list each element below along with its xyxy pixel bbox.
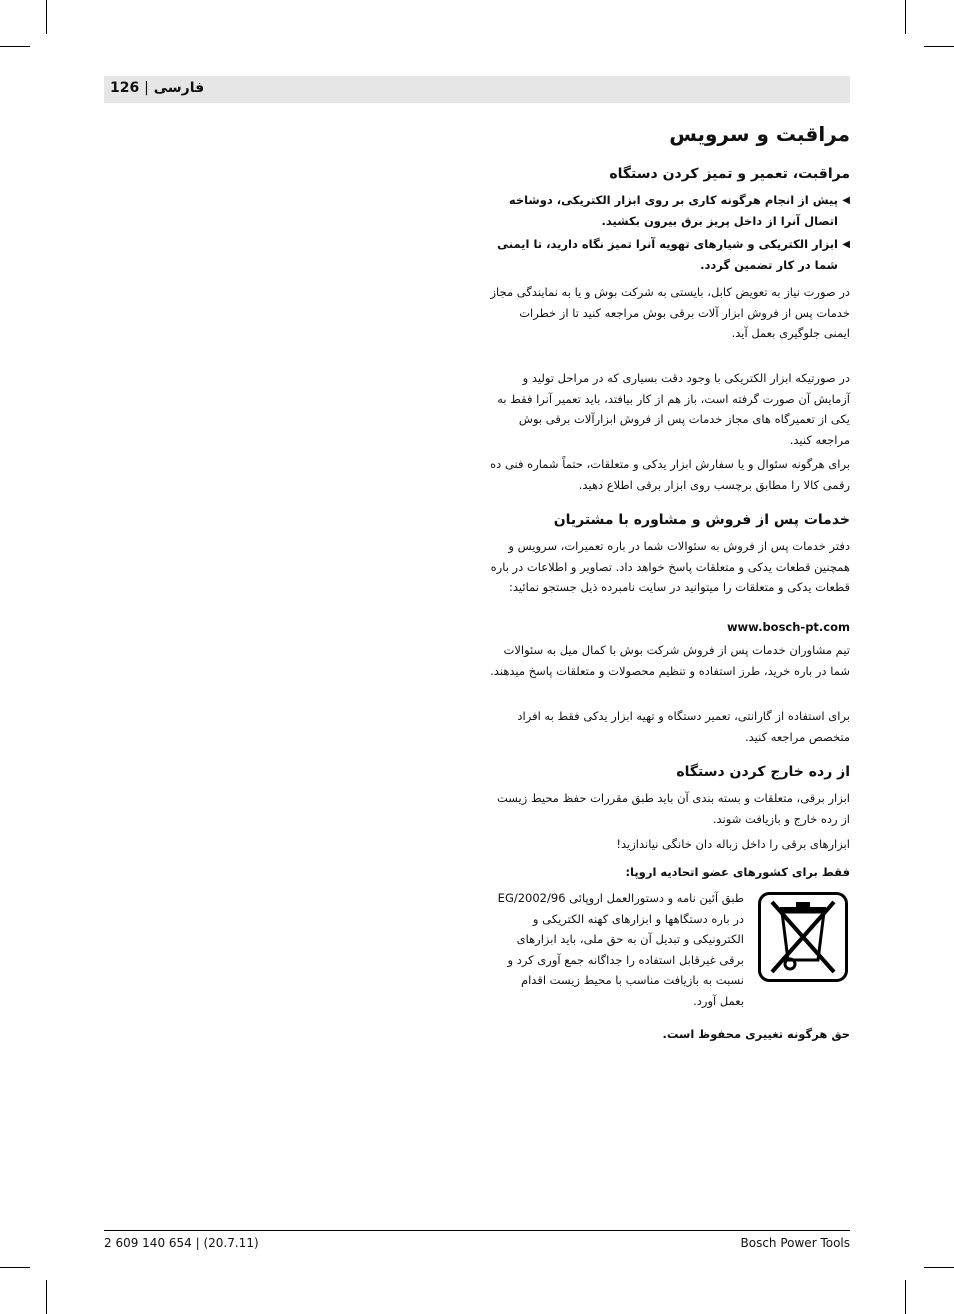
final-note: حق هرگونه تغییری محفوظ است. — [662, 1027, 850, 1041]
crop-mark — [905, 1280, 906, 1314]
paragraph: ابزارهای برقی را داخل زباله دان خانگی نیاندازید! — [616, 837, 850, 851]
crop-mark — [0, 1267, 30, 1268]
bullet-marker-icon: ◀ — [842, 239, 850, 250]
header-separator: | — [144, 80, 149, 96]
bullet-item: ◀ پیش از انجام هرگونه کاری بر روی ابزار الکتریکی، دوشاخه اتصال آنرا از داخل پریز برق بیرون بکشید. — [490, 190, 850, 232]
crop-mark — [46, 1280, 47, 1314]
maintenance-heading: مراقبت، تعمیر و تمیز کردن دستگاه — [609, 166, 850, 182]
service-heading: خدمات پس از فروش و مشاوره با مشتریان — [553, 512, 850, 528]
paragraph: برای هرگونه سئوال و یا سفارش ابزار یدکی و متعلقات، حتماً شماره فنی ده رقمی کالا را مطابق برچسب روی ابزار برقی اطلاع دهید. — [490, 457, 850, 492]
page-number: 126 — [110, 80, 140, 96]
crop-mark — [924, 1267, 954, 1268]
brand-label: Bosch Power Tools — [740, 1236, 850, 1250]
page-title: مراقبت و سرویس — [669, 122, 850, 146]
paragraph: ابزار برقی، متعلقات و بسته بندی آن باید طبق مقررات حفظ محیط زیست از رده خارج و بازیافت شوند. — [497, 791, 850, 826]
eu-directive-text: طبق آئین نامه و دستورالعمل اروپائی 2002/96/EG در باره دستگاهها و ابزارهای کهنه الکتریکی و الکترونیکی و تبدیل آن به حق ملی، باید ابزارهای برقی غیرقابل استفاده را جداگانه جمع آوری کرد و نسبت به بازیافت مناسب با محیط زیست اقدام بعمل آورد. — [497, 891, 744, 1008]
page-header — [104, 76, 850, 103]
crossed-out-wheelie-bin-icon — [758, 892, 848, 982]
footer-divider — [104, 1230, 850, 1231]
crop-mark — [924, 46, 954, 47]
paragraph: در صورتیکه ابزار الکتریکی با وجود دقت بسیاری که در مراحل تولید و آزمایش آن صورت گرفته است، باز هم از کار بیافتد، باید تعمیر آنرا فقط به یکی از تعمیرگاه های مجاز خدمات پس از فروش ابزارآلات برقی بوش مراجعه کنید. — [497, 371, 850, 447]
paragraph: تیم مشاوران خدمات پس از فروش شرکت بوش با کمال میل به سئوالات شما در باره خرید، طرز استفاده و تنظیم محصولات و متعلقات پاسخ میدهند. — [490, 643, 850, 678]
crop-mark — [905, 0, 906, 34]
bullet-marker-icon: ◀ — [842, 195, 850, 206]
eu-heading: فقط برای کشورهای عضو اتحادیه اروپا: — [625, 865, 850, 879]
service-url-link[interactable]: www.bosch-pt.com — [726, 620, 850, 634]
crop-mark — [0, 46, 30, 47]
paragraph: در صورت نیاز به تعویض کابل، بایستی به شرکت بوش و یا به نمایندگی مجاز خدمات پس از فروش ابزار آلات برقی بوش مراجعه کنید تا از خطرات ایمنی جلوگیری بعمل آید. — [490, 285, 850, 341]
bullet-item: ◀ ابزار الکتریکی و شیارهای تهویه آنرا تمیز نگاه دارید، تا ایمنی شما در کار تضمین گردد. — [490, 234, 850, 276]
crop-mark — [46, 0, 47, 34]
paragraph: برای استفاده از گارانتی، تعمیر دستگاه و تهیه ابزار یدکی فقط به افراد متخصص مراجعه کنید. — [517, 709, 850, 744]
disposal-heading: از رده خارج کردن دستگاه — [676, 764, 850, 780]
document-code: 2 609 140 654 | (20.7.11) — [104, 1236, 259, 1250]
header-language: فارسی — [153, 80, 205, 96]
paragraph: دفتر خدمات پس از فروش به سئوالات شما در باره تعمیرات، سرویس و همچنین قطعات یدکی و متعلقات پاسخ خواهد داد. تصاویر و اطلاعات در باره قطعات یدکی و متعلقات را میتوانید در سایت نامبرده ذیل جستجو نمائید: — [490, 539, 850, 595]
